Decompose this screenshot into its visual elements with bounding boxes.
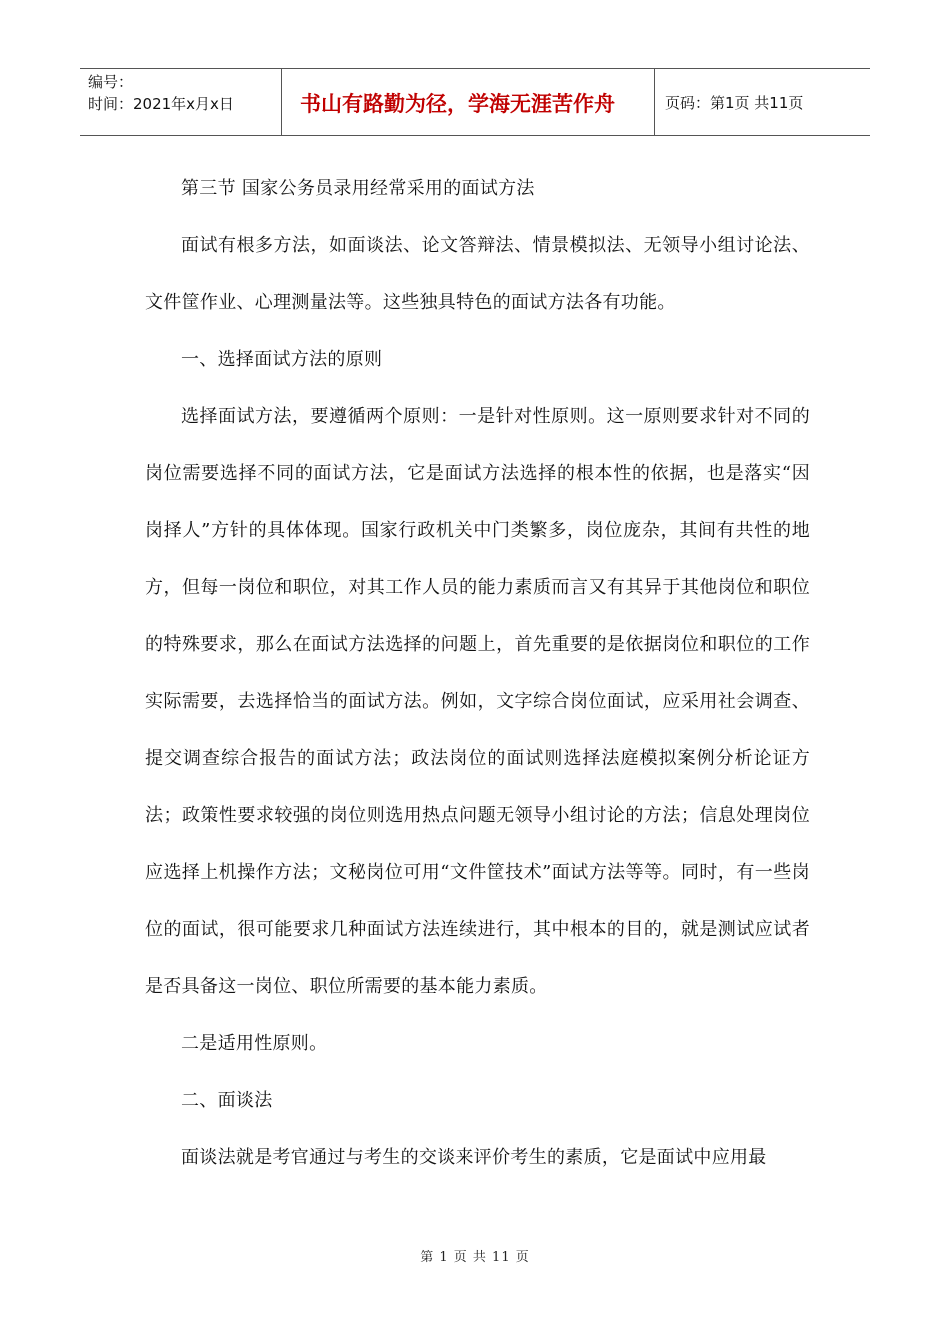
section-title: 第三节 国家公务员录用经常采用的面试方法	[181, 178, 535, 199]
header-page-cell	[655, 69, 870, 135]
header-table	[80, 68, 870, 136]
applicability-paragraph: 二是适用性原则。	[181, 1033, 328, 1054]
document-body	[145, 160, 810, 1186]
footer-page-number: 第 1 页 共 11 页	[420, 1250, 530, 1265]
heading-interview: 二、面谈法	[181, 1090, 273, 1111]
time-label: 时间：2021年x月x日	[88, 95, 234, 113]
header-meta-cell	[80, 69, 282, 135]
heading-principles: 一、选择面试方法的原则	[181, 349, 383, 370]
page-info: 页码：第1页 共11页	[665, 93, 804, 112]
intro-paragraph: 面试有根多方法，如面谈法、论文答辩法、情景模拟法、无领导小组讨论法、文件筐作业、心理测量法等。这些独具特色的面试方法各有功能。	[145, 235, 810, 313]
number-label: 编号：	[88, 73, 134, 91]
principles-paragraph: 选择面试方法，要遵循两个原则：一是针对性原则。这一原则要求针对不同的岗位需要选择不同的面试方法，它是面试方法选择的根本性的依据，也是落实“因岗择人”方针的具体体现。国家行政机关中门类繁多，岗位庞杂，其间有共性的地方，但每一岗位和职位，对其工作人员的能力素质而言又有其异于其他岗位和职位的特殊要求，那么在面试方法选择的问题上，首先重要的是依据岗位和职位的工作实际需要，去选择恰当的面试方法。例如，文字综合岗位面试，应采用社会调查、提交调查综合报告的面试方法；政法岗位的面试则选择法庭模拟案例分析论证方法；政策性要求较强的岗位则选用热点问题无领导小组讨论的方法；信息处理岗位应选择上机操作方法；文秘岗位可用“文件筐技术”面试方法等等。同时，有一些岗位的面试，很可能要求几种面试方法连续进行，其中根本的目的，就是测试应试者是否具备这一岗位、职位所需要的基本能力素质。	[145, 406, 810, 997]
page-footer	[0, 1246, 950, 1265]
header-motto-cell	[282, 69, 655, 135]
interview-paragraph: 面谈法就是考官通过与考生的交谈来评价考生的素质，它是面试中应用最	[181, 1147, 767, 1168]
motto-text: 书山有路勤为径，学海无涯苦作舟	[300, 92, 615, 116]
